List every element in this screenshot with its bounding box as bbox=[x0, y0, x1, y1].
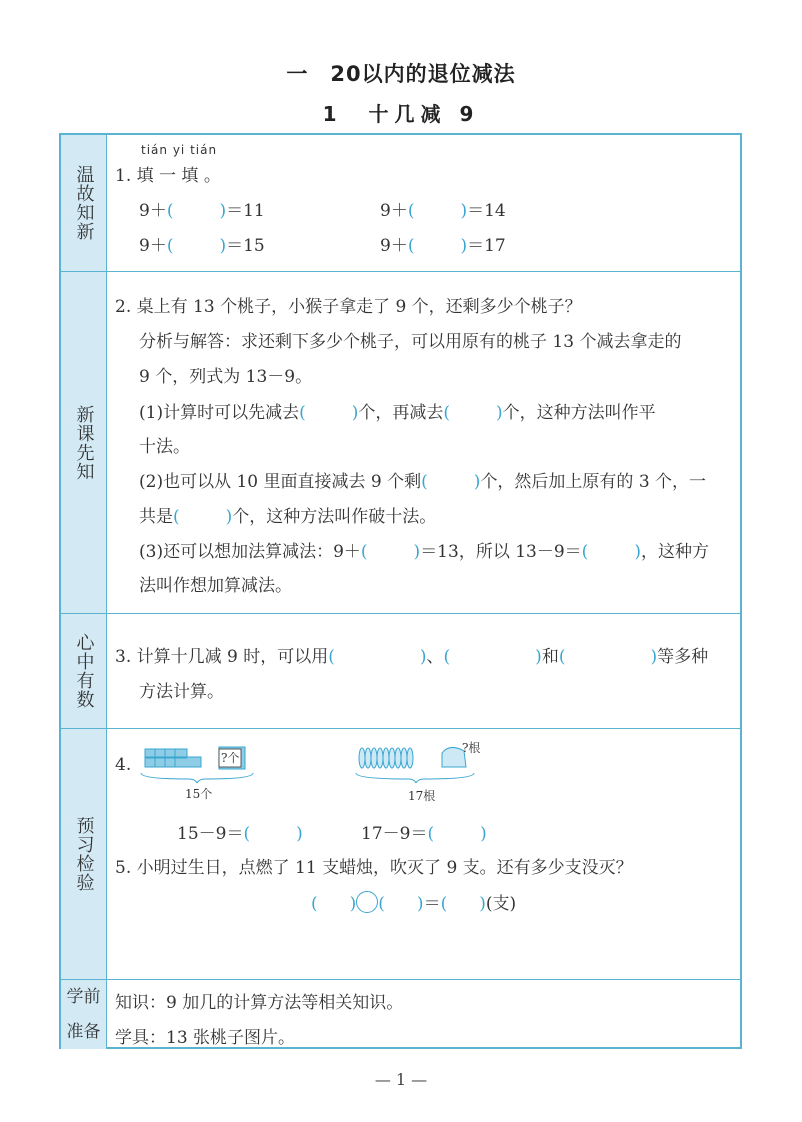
section-review bbox=[61, 135, 740, 272]
text-segment: 9＋ bbox=[380, 236, 408, 256]
answer-blank[interactable] bbox=[559, 647, 657, 667]
section-preview bbox=[61, 272, 740, 614]
answer-blank[interactable] bbox=[441, 894, 486, 914]
text-segment: 和 bbox=[541, 647, 559, 667]
text-segment: ，这种方 bbox=[640, 542, 709, 562]
text-segment: 3. 计算十几减 9 时，可以用 bbox=[115, 647, 329, 667]
section-label bbox=[61, 980, 107, 1049]
answer-blank[interactable] bbox=[243, 824, 302, 844]
text-segment: 法叫作想加算减法。 bbox=[139, 576, 292, 596]
text-line bbox=[139, 537, 709, 562]
answer-blank[interactable] bbox=[173, 507, 232, 527]
text-segment: 个，这种方法叫作平 bbox=[502, 403, 656, 423]
text-segment: 2. 桌上有 13 个桃子，小猴子拿走了 9 个，还剩多少个桃子？ bbox=[115, 297, 582, 317]
text-segment: 分析与解答：求还剩下多少个桃子，可以用原有的桃子 13 个减去拿走的 bbox=[139, 332, 682, 352]
cube-unknown-label: ?个 bbox=[221, 751, 240, 765]
text-line bbox=[139, 196, 265, 221]
answer-blank[interactable] bbox=[444, 647, 542, 667]
section-summary bbox=[61, 614, 740, 729]
section-label-text: 心中有数 bbox=[73, 633, 95, 709]
answer-blank[interactable] bbox=[378, 894, 423, 914]
text-segment: ＝15 bbox=[226, 236, 265, 256]
section-label bbox=[61, 135, 107, 271]
answer-blank[interactable] bbox=[299, 403, 358, 423]
text-segment: 9＋ bbox=[139, 236, 167, 256]
text-segment: 9 个，列式为 13－9。 bbox=[139, 367, 313, 387]
text-segment: 个，然后加上原有的 3 个，一 bbox=[480, 472, 707, 492]
text-segment: 等多种 bbox=[657, 647, 709, 667]
text-line bbox=[139, 231, 265, 256]
prep-tools: 学具：13 张桃子图片。 bbox=[115, 1028, 296, 1048]
section-label-text: 温故知新 bbox=[73, 165, 95, 241]
answer-blank[interactable] bbox=[582, 542, 641, 562]
text-line bbox=[115, 292, 582, 317]
unit-label: (支) bbox=[485, 894, 517, 914]
operator-circle[interactable] bbox=[356, 891, 378, 913]
answer-blank[interactable] bbox=[427, 824, 486, 844]
text-line bbox=[380, 231, 506, 256]
text-segment: 17－9＝ bbox=[361, 824, 428, 844]
answer-blank[interactable] bbox=[328, 647, 426, 667]
text-line bbox=[139, 398, 656, 423]
sticks-illustration bbox=[354, 743, 479, 783]
answer-blank[interactable] bbox=[408, 236, 467, 256]
text-segment: 共是 bbox=[139, 507, 173, 527]
text-segment: ＝13，所以 13－9＝ bbox=[420, 542, 582, 562]
text-line bbox=[139, 432, 190, 457]
text-segment: 9＋ bbox=[380, 201, 408, 221]
text-segment: 方法计算。 bbox=[139, 682, 224, 702]
text-line bbox=[139, 502, 436, 527]
text-line bbox=[139, 467, 706, 492]
text-line bbox=[139, 677, 224, 702]
q5-text: 5. 小明过生日，点燃了 11 支蜡烛，吹灭了 9 支。还有多少支没灭？ bbox=[115, 858, 633, 878]
section-prep bbox=[61, 980, 740, 1049]
section-label bbox=[61, 729, 107, 979]
text-line bbox=[177, 819, 303, 844]
section-label-text: 学前准备 bbox=[66, 986, 101, 1042]
q1-title: 1. 填 一 填 。 bbox=[115, 166, 221, 186]
text-segment: (2)也可以从 10 里面直接减去 9 个剩 bbox=[139, 472, 422, 492]
text-line bbox=[361, 819, 487, 844]
cube-total-label: 15个 bbox=[185, 787, 213, 801]
text-line bbox=[139, 571, 292, 596]
chapter-title: 一 20以内的退位减法 bbox=[286, 62, 516, 86]
answer-blank[interactable] bbox=[311, 894, 356, 914]
section-label-text: 新课先知 bbox=[73, 404, 95, 481]
text-segment: (1)计算时可以先减去 bbox=[139, 403, 300, 423]
text-line bbox=[139, 362, 312, 387]
section-label-text: 预习检验 bbox=[73, 816, 95, 892]
text-segment: 个，再减去 bbox=[358, 403, 444, 423]
text-line bbox=[139, 327, 681, 352]
stick-unknown-label: ?根 bbox=[462, 741, 481, 755]
text-segment: ＝11 bbox=[226, 201, 265, 221]
q5-equation: ( )( )＝( ) (支) bbox=[311, 889, 516, 914]
answer-blank[interactable] bbox=[167, 236, 226, 256]
answer-blank[interactable] bbox=[167, 201, 226, 221]
text-segment: ＝14 bbox=[467, 201, 506, 221]
text-segment: 9＋ bbox=[139, 201, 167, 221]
page-number: — 1 — bbox=[374, 1070, 428, 1089]
q4-number: 4. bbox=[115, 755, 132, 775]
worksheet-table bbox=[59, 133, 742, 1049]
prep-knowledge: 知识：9 加几的计算方法等相关知识。 bbox=[115, 993, 404, 1013]
text-segment: 15－9＝ bbox=[177, 824, 244, 844]
answer-blank[interactable] bbox=[361, 542, 420, 562]
answer-blank[interactable] bbox=[443, 403, 502, 423]
answer-blank[interactable] bbox=[421, 472, 480, 492]
text-line bbox=[115, 642, 708, 667]
section-check bbox=[61, 729, 740, 980]
text-segment: 、 bbox=[426, 647, 444, 667]
text-segment: 十法。 bbox=[139, 437, 190, 457]
pinyin: tián yi tián bbox=[141, 143, 218, 157]
answer-blank[interactable] bbox=[408, 201, 467, 221]
text-line bbox=[380, 196, 506, 221]
cubes-illustration bbox=[139, 743, 259, 783]
stick-total-label: 17根 bbox=[408, 789, 436, 803]
section-label bbox=[61, 614, 107, 728]
text-segment: (3)还可以想加法算减法：9＋ bbox=[139, 542, 361, 562]
text-segment: 个，这种方法叫作破十法。 bbox=[232, 507, 437, 527]
text-segment: ＝17 bbox=[467, 236, 506, 256]
section-label bbox=[61, 272, 107, 613]
lesson-title: 1 十几减 9 bbox=[322, 102, 480, 126]
